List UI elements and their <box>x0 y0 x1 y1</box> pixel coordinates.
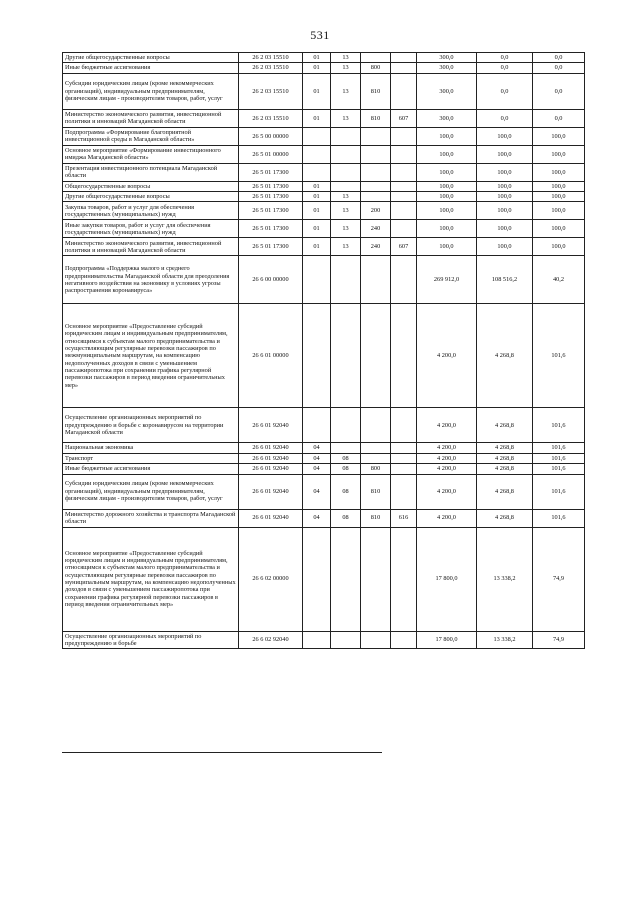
cell-target-code: 26 5 01 17300 <box>239 238 303 256</box>
page-number: 531 <box>310 28 330 42</box>
cell-actual-amount: 100,0 <box>477 192 533 202</box>
cell-section: 04 <box>303 464 331 474</box>
cell-plan-amount: 4 200,0 <box>417 443 477 453</box>
cell-section <box>303 408 331 443</box>
cell-ministry-code: 616 <box>391 509 417 527</box>
cell-row-name: Министерство экономического развития, инвестиционной политики и инноваций Магаданской области <box>63 109 239 127</box>
cell-section: 01 <box>303 73 331 109</box>
cell-row-name: Осуществление организационных мероприятий по предупреждению и борьбе <box>63 631 239 649</box>
cell-actual-amount: 100,0 <box>477 202 533 220</box>
cell-actual-amount: 100,0 <box>477 127 533 145</box>
cell-execution-percent: 101,6 <box>533 304 585 408</box>
cell-section: 01 <box>303 202 331 220</box>
cell-ministry-code <box>391 408 417 443</box>
cell-execution-percent: 101,6 <box>533 408 585 443</box>
cell-subsection <box>331 631 361 649</box>
cell-row-name: Субсидии юридическим лицам (кроме некоммерческих организаций), индивидуальным предпринимателям, физическим лицам - производителям товаров, работ, услуг <box>63 474 239 509</box>
cell-ministry-code <box>391 474 417 509</box>
cell-execution-percent: 100,0 <box>533 202 585 220</box>
cell-section <box>303 304 331 408</box>
cell-row-name: Подпрограмма «Поддержка малого и среднего предпринимательства Магаданской области для преодоления негативного воздействия на экономику в условиях угрозы распространения коронавируса» <box>63 256 239 304</box>
cell-target-code: 26 6 01 92040 <box>239 464 303 474</box>
cell-execution-percent: 101,6 <box>533 464 585 474</box>
table-row <box>63 238 585 256</box>
cell-section: 04 <box>303 509 331 527</box>
cell-execution-percent: 0,0 <box>533 109 585 127</box>
cell-section <box>303 127 331 145</box>
cell-row-name: Субсидии юридическим лицам (кроме некоммерческих организаций), индивидуальным предпринимателям, физическим лицам - производителям товаров, работ, услуг <box>63 73 239 109</box>
cell-ministry-code <box>391 527 417 631</box>
cell-section <box>303 256 331 304</box>
cell-execution-percent: 101,6 <box>533 443 585 453</box>
cell-plan-amount: 100,0 <box>417 220 477 238</box>
cell-section: 01 <box>303 109 331 127</box>
cell-ministry-code <box>391 256 417 304</box>
cell-target-code: 26 6 02 00000 <box>239 527 303 631</box>
cell-target-code: 26 5 01 17300 <box>239 202 303 220</box>
cell-ministry-code <box>391 220 417 238</box>
cell-actual-amount: 4 268,8 <box>477 408 533 443</box>
cell-target-code: 26 6 02 92040 <box>239 631 303 649</box>
cell-ministry-code <box>391 631 417 649</box>
cell-ministry-code <box>391 443 417 453</box>
cell-subsection <box>331 527 361 631</box>
table-row <box>63 509 585 527</box>
cell-section <box>303 631 331 649</box>
cell-target-code: 26 6 01 92040 <box>239 474 303 509</box>
cell-ministry-code: 607 <box>391 238 417 256</box>
cell-ministry-code <box>391 63 417 73</box>
cell-expense-type: 200 <box>361 202 391 220</box>
cell-plan-amount: 4 200,0 <box>417 453 477 463</box>
cell-target-code: 26 2 03 15510 <box>239 109 303 127</box>
cell-section: 01 <box>303 220 331 238</box>
table-row <box>63 127 585 145</box>
cell-execution-percent: 74,9 <box>533 527 585 631</box>
cell-actual-amount: 4 268,8 <box>477 304 533 408</box>
cell-execution-percent: 74,9 <box>533 631 585 649</box>
cell-actual-amount: 13 338,2 <box>477 527 533 631</box>
cell-expense-type <box>361 127 391 145</box>
cell-plan-amount: 100,0 <box>417 181 477 191</box>
cell-actual-amount: 100,0 <box>477 181 533 191</box>
cell-plan-amount: 100,0 <box>417 192 477 202</box>
cell-actual-amount: 0,0 <box>477 53 533 63</box>
cell-target-code: 26 2 03 15510 <box>239 53 303 63</box>
cell-row-name: Другие общегосударственные вопросы <box>63 53 239 63</box>
cell-expense-type: 800 <box>361 63 391 73</box>
cell-subsection <box>331 145 361 163</box>
cell-section: 01 <box>303 181 331 191</box>
cell-expense-type: 240 <box>361 220 391 238</box>
cell-expense-type: 800 <box>361 464 391 474</box>
cell-target-code: 26 5 01 17300 <box>239 181 303 191</box>
table-row <box>63 256 585 304</box>
table-row <box>63 109 585 127</box>
cell-actual-amount: 0,0 <box>477 109 533 127</box>
table-row <box>63 527 585 631</box>
cell-actual-amount: 4 268,8 <box>477 443 533 453</box>
cell-target-code: 26 2 03 15510 <box>239 73 303 109</box>
cell-row-name: Презентация инвестиционного потенциала Магаданской области <box>63 163 239 181</box>
cell-section: 04 <box>303 474 331 509</box>
cell-execution-percent: 100,0 <box>533 181 585 191</box>
cell-plan-amount: 100,0 <box>417 145 477 163</box>
cell-row-name: Общегосударственные вопросы <box>63 181 239 191</box>
cell-ministry-code <box>391 181 417 191</box>
cell-actual-amount: 108 516,2 <box>477 256 533 304</box>
cell-row-name: Основное мероприятие «Формирование инвестиционного имиджа Магаданской области» <box>63 145 239 163</box>
cell-target-code: 26 6 00 00000 <box>239 256 303 304</box>
cell-execution-percent: 101,6 <box>533 453 585 463</box>
cell-execution-percent: 100,0 <box>533 163 585 181</box>
cell-execution-percent: 100,0 <box>533 238 585 256</box>
cell-subsection <box>331 408 361 443</box>
cell-subsection: 08 <box>331 509 361 527</box>
cell-expense-type <box>361 304 391 408</box>
cell-expense-type: 810 <box>361 509 391 527</box>
cell-row-name: Иные бюджетные ассигнования <box>63 464 239 474</box>
table-row <box>63 220 585 238</box>
cell-expense-type: 810 <box>361 73 391 109</box>
cell-target-code: 26 5 00 00000 <box>239 127 303 145</box>
cell-ministry-code <box>391 127 417 145</box>
cell-actual-amount: 4 268,8 <box>477 453 533 463</box>
cell-subsection <box>331 304 361 408</box>
cell-row-name: Осуществление организационных мероприятий по предупреждению и борьбе с коронавирусом на территории Магаданской области <box>63 408 239 443</box>
cell-subsection <box>331 443 361 453</box>
cell-section: 04 <box>303 453 331 463</box>
cell-row-name: Министерство экономического развития, инвестиционной политики и инноваций Магаданской области <box>63 238 239 256</box>
table-row <box>63 474 585 509</box>
cell-expense-type: 240 <box>361 238 391 256</box>
budget-table <box>62 52 585 649</box>
cell-target-code: 26 6 01 92040 <box>239 509 303 527</box>
cell-target-code: 26 5 01 17300 <box>239 192 303 202</box>
cell-execution-percent: 0,0 <box>533 63 585 73</box>
cell-ministry-code <box>391 192 417 202</box>
cell-plan-amount: 4 200,0 <box>417 408 477 443</box>
cell-subsection <box>331 181 361 191</box>
cell-expense-type <box>361 181 391 191</box>
cell-execution-percent: 100,0 <box>533 145 585 163</box>
cell-plan-amount: 4 200,0 <box>417 304 477 408</box>
cell-plan-amount: 300,0 <box>417 109 477 127</box>
table-row <box>63 408 585 443</box>
cell-plan-amount: 100,0 <box>417 238 477 256</box>
cell-row-name: Закупка товаров, работ и услуг для обеспечения государственных (муниципальных) нужд <box>63 202 239 220</box>
cell-ministry-code <box>391 73 417 109</box>
cell-section: 01 <box>303 192 331 202</box>
cell-plan-amount: 100,0 <box>417 127 477 145</box>
table-row <box>63 192 585 202</box>
cell-row-name: Основное мероприятие «Предоставление субсидий юридическим лицам и индивидуальным предпринимателям, относящимся к субъектам малого предпринимательства и осуществляющим регулярные перевозки пассажиров по межмуниципальным маршрутам, на компенсацию недополученных доходов в связи с уменьшением пассажиропотока при сохранении графика регулярной перевозки пассажиров в период введения ограничительных мер» <box>63 304 239 408</box>
cell-subsection: 13 <box>331 109 361 127</box>
cell-expense-type <box>361 163 391 181</box>
cell-plan-amount: 17 800,0 <box>417 631 477 649</box>
cell-target-code: 26 5 01 17300 <box>239 220 303 238</box>
table-row <box>63 202 585 220</box>
cell-subsection: 13 <box>331 202 361 220</box>
cell-actual-amount: 100,0 <box>477 220 533 238</box>
cell-target-code: 26 6 01 00000 <box>239 304 303 408</box>
cell-ministry-code <box>391 464 417 474</box>
cell-execution-percent: 100,0 <box>533 127 585 145</box>
cell-expense-type <box>361 53 391 63</box>
table-row <box>63 464 585 474</box>
cell-plan-amount: 17 800,0 <box>417 527 477 631</box>
cell-plan-amount: 4 200,0 <box>417 474 477 509</box>
cell-row-name: Иные закупки товаров, работ и услуг для обеспечения государственных (муниципальных) нужд <box>63 220 239 238</box>
table-row <box>63 443 585 453</box>
cell-row-name: Министерство дорожного хозяйства и транспорта Магаданской области <box>63 509 239 527</box>
cell-subsection: 08 <box>331 464 361 474</box>
cell-actual-amount: 0,0 <box>477 73 533 109</box>
cell-section <box>303 145 331 163</box>
table-row <box>63 304 585 408</box>
cell-execution-percent: 0,0 <box>533 73 585 109</box>
cell-target-code: 26 6 01 92040 <box>239 453 303 463</box>
cell-section: 01 <box>303 238 331 256</box>
cell-expense-type <box>361 192 391 202</box>
cell-plan-amount: 4 200,0 <box>417 509 477 527</box>
cell-subsection <box>331 127 361 145</box>
table-row <box>63 73 585 109</box>
cell-execution-percent: 40,2 <box>533 256 585 304</box>
cell-actual-amount: 4 268,8 <box>477 464 533 474</box>
cell-execution-percent: 100,0 <box>533 192 585 202</box>
cell-ministry-code <box>391 202 417 220</box>
cell-subsection: 13 <box>331 220 361 238</box>
cell-row-name: Национальная экономика <box>63 443 239 453</box>
cell-section <box>303 527 331 631</box>
table-row <box>63 145 585 163</box>
cell-target-code: 26 5 01 17300 <box>239 163 303 181</box>
cell-expense-type: 810 <box>361 474 391 509</box>
cell-ministry-code <box>391 145 417 163</box>
cell-subsection: 08 <box>331 474 361 509</box>
table-row <box>63 453 585 463</box>
cell-ministry-code: 607 <box>391 109 417 127</box>
cell-row-name: Другие общегосударственные вопросы <box>63 192 239 202</box>
cell-ministry-code <box>391 453 417 463</box>
cell-execution-percent: 100,0 <box>533 220 585 238</box>
cell-actual-amount: 100,0 <box>477 238 533 256</box>
cell-actual-amount: 4 268,8 <box>477 509 533 527</box>
table-row <box>63 53 585 63</box>
cell-execution-percent: 0,0 <box>533 53 585 63</box>
cell-row-name: Иные бюджетные ассигнования <box>63 63 239 73</box>
cell-plan-amount: 300,0 <box>417 63 477 73</box>
table-row <box>63 163 585 181</box>
cell-subsection: 13 <box>331 63 361 73</box>
cell-actual-amount: 0,0 <box>477 63 533 73</box>
table-row <box>63 631 585 649</box>
cell-expense-type <box>361 145 391 163</box>
cell-actual-amount: 13 338,2 <box>477 631 533 649</box>
cell-subsection <box>331 256 361 304</box>
cell-plan-amount: 300,0 <box>417 73 477 109</box>
cell-target-code: 26 2 03 15510 <box>239 63 303 73</box>
cell-section: 01 <box>303 63 331 73</box>
cell-actual-amount: 4 268,8 <box>477 474 533 509</box>
cell-expense-type <box>361 443 391 453</box>
cell-subsection: 13 <box>331 238 361 256</box>
cell-ministry-code <box>391 304 417 408</box>
cell-execution-percent: 101,6 <box>533 474 585 509</box>
cell-plan-amount: 300,0 <box>417 53 477 63</box>
cell-actual-amount: 100,0 <box>477 163 533 181</box>
cell-plan-amount: 4 200,0 <box>417 464 477 474</box>
cell-plan-amount: 100,0 <box>417 163 477 181</box>
cell-expense-type <box>361 527 391 631</box>
cell-actual-amount: 100,0 <box>477 145 533 163</box>
budget-table-body <box>63 53 585 649</box>
cell-ministry-code <box>391 163 417 181</box>
cell-expense-type <box>361 631 391 649</box>
cell-plan-amount: 269 912,0 <box>417 256 477 304</box>
footnote-separator <box>62 752 382 753</box>
cell-expense-type <box>361 453 391 463</box>
cell-subsection <box>331 163 361 181</box>
cell-target-code: 26 6 01 92040 <box>239 408 303 443</box>
cell-expense-type <box>361 408 391 443</box>
cell-section <box>303 163 331 181</box>
cell-row-name: Основное мероприятие «Предоставление субсидий юридическим лицам и индивидуальным предпринимателям, относящимся к субъектам малого предпринимательства и осуществляющим регулярные перевозки пассажиров по муниципальным маршрутам, на компенсацию недополученных доходов в связи с уменьшением пассажиропотока при сохранении графика регулярной перевозки пассажиров в период введения ограничительных мер» <box>63 527 239 631</box>
cell-row-name: Транспорт <box>63 453 239 463</box>
cell-execution-percent: 101,6 <box>533 509 585 527</box>
cell-subsection: 13 <box>331 53 361 63</box>
cell-target-code: 26 6 01 92040 <box>239 443 303 453</box>
table-row <box>63 63 585 73</box>
cell-target-code: 26 5 01 00000 <box>239 145 303 163</box>
cell-subsection: 13 <box>331 192 361 202</box>
table-row <box>63 181 585 191</box>
cell-section: 01 <box>303 53 331 63</box>
cell-plan-amount: 100,0 <box>417 202 477 220</box>
cell-subsection: 08 <box>331 453 361 463</box>
cell-ministry-code <box>391 53 417 63</box>
cell-subsection: 13 <box>331 73 361 109</box>
cell-row-name: Подпрограмма «Формирование благоприятной инвестиционной среды в Магаданской области» <box>63 127 239 145</box>
cell-expense-type <box>361 256 391 304</box>
cell-expense-type: 810 <box>361 109 391 127</box>
cell-section: 04 <box>303 443 331 453</box>
